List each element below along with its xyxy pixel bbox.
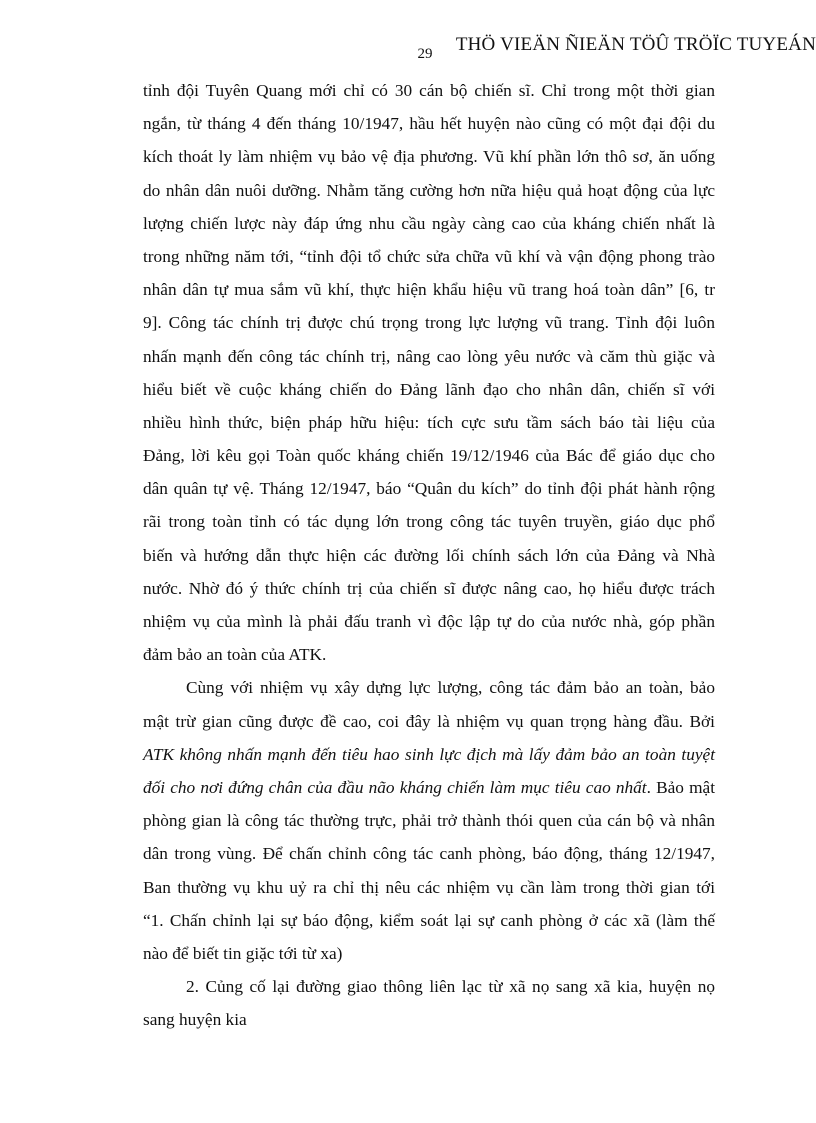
text-line: trong những năm tới, “tỉnh đội tổ chức sửa chữa vũ khí và vận động phong trào [143, 246, 715, 266]
page-number: 29 [417, 46, 433, 62]
text-line: “1. Chấn chỉnh lại sự báo động, kiểm soát lại sự canh phòng ở các xã (làm thế [143, 910, 715, 930]
text-line: Đảng, lời kêu gọi Toàn quốc kháng chiến 19/12/1946 của Bác để giáo dục cho [143, 446, 715, 466]
document-body [143, 74, 715, 1036]
text-line: Ban thường vụ khu uỷ ra chỉ thị nêu các nhiệm vụ cần làm trong thời gian tới [143, 877, 715, 897]
text-line: kích thoát ly làm nhiệm vụ bảo vệ địa phương. Vũ khí phần lớn thô sơ, ăn uống [143, 147, 715, 167]
text-line: dân quân tự vệ. Tháng 12/1947, báo “Quân du kích” do tỉnh đội phát hành rộng [143, 479, 715, 499]
text-segment: đối cho nơi đứng chân của đầu não kháng chiến làm mục tiêu cao nhất [143, 777, 647, 797]
text-line [143, 771, 715, 804]
text-line: ATK không nhấn mạnh đến tiêu hao sinh lực địch mà lấy đảm bảo an toàn tuyệt [143, 744, 715, 764]
text-line: 9]. Công tác chính trị được chú trọng trong lực lượng vũ trang. Tỉnh đội luôn [143, 313, 715, 333]
text-line: nhiệm vụ của mình là phải đấu tranh vì độc lập tự do của nước nhà, góp phần [143, 612, 715, 631]
text-line: phòng gian là công tác thường trực, phải trở thành thói quen của cán bộ và nhân [143, 811, 715, 831]
text-line: sang huyện kia [143, 1010, 247, 1030]
text-line: nào để biết tin giặc tới từ xa) [143, 943, 343, 963]
text-line: Cùng với nhiệm vụ xây dựng lực lượng, công tác đảm bảo an toàn, bảo [186, 678, 715, 698]
text-line: do nhân dân nuôi dưỡng. Nhằm tăng cường hơn nữa hiệu quả hoạt động của lực [143, 180, 715, 200]
text-line: rãi trong toàn tỉnh có tác dụng lớn trong công tác tuyên truyền, giáo dục phổ [143, 512, 715, 532]
text-line: 2. Củng cố lại đường giao thông liên lạc từ xã nọ sang xã kia, huyện nọ [186, 977, 715, 997]
text-line: nhiều hình thức, biện pháp hữu hiệu: tích cực sưu tầm sách báo tài liệu của [143, 412, 715, 432]
text-line: nhấn mạnh đến công tác chính trị, nâng cao lòng yêu nước và căm thù giặc và [143, 346, 715, 366]
text-line: lượng chiến lược này đáp ứng nhu cầu ngày càng cao của kháng chiến nhất là [143, 213, 715, 233]
text-line: hiểu biết về cuộc kháng chiến do Đảng lãnh đạo cho nhân dân, chiến sĩ với [143, 379, 715, 399]
text-line: mật trừ gian cũng được đề cao, coi đây là nhiệm vụ quan trọng hàng đầu. Bởi [143, 711, 715, 731]
text-line: tỉnh đội Tuyên Quang mới chỉ có 30 cán bộ chiến sĩ. Chỉ trong một thời gian [143, 81, 715, 100]
header-watermark: THÖ VIEÄN ÑIEÄN TÖÛ TRÖÏC TUYEÁN [455, 34, 816, 55]
text-line: nhân dân tự mua sắm vũ khí, thực hiện khẩu hiệu vũ trang hoá toàn dân” [6, tr [143, 280, 715, 300]
text-line: dân trong vùng. Để chấn chỉnh công tác canh phòng, báo động, tháng 12/1947, [143, 844, 715, 864]
text-line: đảm bảo an toàn của ATK. [143, 645, 327, 665]
text-line: biến và hướng dẫn thực hiện các đường lối chính sách lớn của Đảng và Nhà [143, 545, 715, 565]
text-segment: . Bảo mật [646, 777, 715, 797]
text-line: ngắn, từ tháng 4 đến tháng 10/1947, hầu hết huyện nào cũng có một đại đội du [143, 114, 715, 134]
text-line: nước. Nhờ đó ý thức chính trị của chiến sĩ được nâng cao, họ hiểu được trách [143, 578, 715, 598]
